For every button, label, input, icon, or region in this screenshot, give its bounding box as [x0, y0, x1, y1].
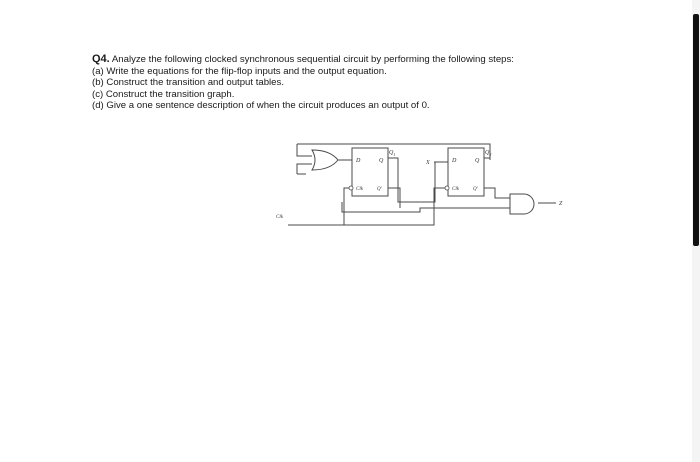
window-scrollbar[interactable]	[692, 0, 700, 462]
question-number: Q4.	[92, 53, 110, 65]
ff2-q-output-subscript: 2	[489, 152, 492, 157]
question-intro-line	[92, 54, 652, 66]
and-gate	[510, 194, 534, 214]
ff1-clk-label: Clk	[356, 187, 363, 192]
ff2-d-label: D	[452, 158, 457, 164]
clock-label: Clk	[276, 215, 283, 220]
ff1-q-output-label	[389, 150, 395, 157]
ff2-clk-bubble	[445, 186, 449, 190]
ff2-q-output-label	[485, 150, 491, 157]
step-b: (b) Construct the transition and output tables.	[92, 77, 284, 89]
ff2-qbar-label: Q'	[473, 187, 478, 192]
ff1-q-output-name: Q	[389, 150, 394, 156]
output-z-label: Z	[559, 201, 563, 207]
circuit-diagram	[260, 138, 580, 238]
ff2-q-label: Q	[475, 158, 480, 164]
ff2-q-output-name: Q	[485, 150, 490, 156]
ff1-q-label: Q	[379, 158, 384, 164]
ff2-clk-label: Clk	[452, 187, 459, 192]
question-intro: Analyze the following clocked synchronous sequential circuit by performing the following steps:	[111, 54, 514, 65]
step-a: (a) Write the equations for the flip-flop inputs and the output equation.	[92, 65, 387, 77]
scrollbar-thumb[interactable]	[693, 14, 699, 246]
ff1-q-output-subscript: 1	[393, 152, 396, 157]
question-text	[92, 54, 652, 112]
ff1-clk-bubble	[349, 186, 353, 190]
input-x-label: X	[426, 160, 430, 166]
or-gate	[312, 150, 338, 170]
step-c: (c) Construct the transition graph.	[92, 88, 235, 100]
ff1-qbar-label: Q'	[377, 187, 382, 192]
ff1-d-label: D	[356, 158, 361, 164]
step-d: (d) Give a one sentence description of when the circuit produces an output of 0.	[92, 100, 430, 112]
